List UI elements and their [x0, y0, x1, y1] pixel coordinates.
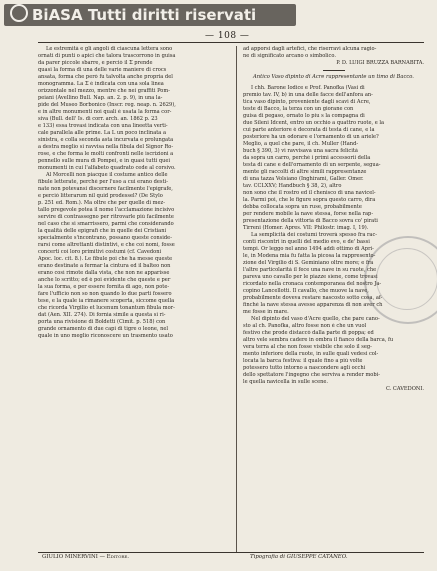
- page-number: — 108 —: [205, 31, 250, 41]
- right-column-top: [243, 46, 424, 60]
- column-divider: [236, 46, 237, 552]
- text-line: erano così rimote dalla vista, che non ne apparisse: [38, 270, 170, 276]
- signature-bruzza: P. D. LUIGI BRUZZA BARNABITA.: [336, 60, 424, 66]
- text-line: e 133) essa trovasi indicata con una lineetta verti-: [38, 123, 168, 129]
- text-line: grande ornamento di due capi di tigre o leone, nel: [38, 326, 169, 332]
- right-column: [243, 46, 424, 393]
- text-line: Nel dipinto del vaso d'Acre quello, che pare cano-: [251, 315, 380, 322]
- text-line: testa di cane e dell'ornamento di un serpente, segua-: [243, 161, 381, 168]
- text-line: I chh. Barone Iodice e Prof. Panofka (Vasi di: [251, 84, 365, 91]
- text-line: specialmente s'incontrano, possano queste conside-: [38, 235, 172, 241]
- text-line: anche lo scritto; ed è poi evidente che queste e per: [38, 277, 171, 283]
- text-line: altro vele sembra cadere in ombra il fianco della barca, fu: [243, 336, 394, 343]
- text-line: pareva uno cavallo per le piazze siene, come trovasi: [243, 273, 378, 280]
- text-line: da parer piccole sbarre, e perciò il Σ prende: [38, 60, 153, 66]
- text-line: le quella navicella in sulle scene.: [243, 378, 329, 385]
- text-line: da sopra un carro, perchè i primi accessorii della: [243, 154, 371, 161]
- text-line: dat (Aen. XII. 274). Di fornia simile a questa si ri-: [38, 312, 166, 318]
- text-line: probabilmente doveva restare nascosto sotto cosa, af-: [243, 294, 383, 301]
- text-line: per rendere mobile la nave stessa, forse nella rap-: [243, 210, 374, 217]
- article-title: Antico Vaso dipinto di Acre rappresentante un timo di Bacco.: [253, 74, 414, 80]
- text-line: zione del Virgilio di S. Geminiano oltre more; e fra: [243, 259, 374, 266]
- text-line: servire di contrassegno per ritrovarle più facilmente: [38, 214, 174, 220]
- text-line: tica vaso dipinto, proveniente dagli scavi di Acre,: [243, 98, 371, 105]
- text-line: conti riscontri in quelli del medio evo, e de' bassi: [243, 238, 370, 245]
- text-line: La semplicità dei costumi troverà spesso fra rac-: [251, 231, 378, 238]
- text-line: l'altre particolarità il fece una nave in su ruote, che: [243, 266, 377, 273]
- text-line: premio tav. IV, b) in una delle facce dell'anfora an-: [243, 91, 373, 98]
- top-rule: [38, 42, 424, 43]
- text-line: debba collocata sopra un ruse, probabilmente: [243, 203, 362, 210]
- text-line: Tirreni (Homer. Apres. VII: Philostr. imag. I, 19).: [243, 224, 369, 231]
- text-line: cale parallela alle prime. La L un poco inclinata a: [38, 130, 166, 136]
- text-line: nate non potevansi discernere facilmente l'epigrafe,: [38, 186, 173, 192]
- right-column-body: [243, 85, 424, 386]
- footer-editor: GIULIO MINERVINI — Editore.: [42, 554, 129, 560]
- text-line: posteriore ha un odorare e l'ornamento di un ariele?: [243, 133, 379, 140]
- text-line: orizzontale nel mezzo, mentre che nei graffiti Pom-: [38, 88, 170, 94]
- copyright-icon: [10, 4, 28, 22]
- text-line: monumenti in cui l'alfabeto quadrato cede al corsivo.: [38, 165, 176, 171]
- text-line: monogramma. La Σ è indicata con una sola linea: [38, 81, 164, 87]
- text-line: rose, e che forma le molti confronti nelle iscrizioni a: [38, 151, 174, 157]
- text-line: pide del Museo Borbonico (Inscr. reg. neap. n. 2629),: [38, 102, 176, 108]
- text-line: locata la barca festiva: il quale fino a più volte: [243, 357, 363, 364]
- text-line: fibule letterate, perchè per l'uso a cui erano desti-: [38, 179, 168, 185]
- text-line: sto al ch. Panofka, altro fosse non è che un vuol: [243, 322, 367, 329]
- signature-cavedoni: C. CAVEDONI.: [385, 385, 424, 392]
- text-line: erano destinate a fermar la cintura ed il balteo non: [38, 263, 171, 269]
- text-line: a destra meglio si ravvisa nella fibula del Signor Ro-: [38, 144, 174, 150]
- text-line: festivo che prode distaccò dalla parte di poppa; ed: [243, 329, 374, 336]
- text-line: porta una rivisione di Boldetti (Cimit. p. 518) con: [38, 319, 166, 325]
- text-line: fare l'ufficio non so non quando lo due parti fossero: [38, 291, 172, 297]
- text-line: guisa di pegaso, ornato lo piu s la compagna di: [243, 112, 365, 119]
- text-line: sinistra, e colla seconda asta incurvata e prolungata: [38, 137, 174, 143]
- text-line: ornati di punti o apici che talora trascorrono in guisa: [38, 53, 176, 59]
- text-line: ad apporsi dagli artefici, che riserravi alcuna ragio-: [243, 46, 377, 52]
- text-line: tav. CCLXXV; Handbuch § 38, 2), altro: [243, 182, 342, 189]
- footer-printer: Tipografia di GIUSEPPE CATANEO.: [250, 554, 348, 560]
- text-line: ne di significato arcano o simbolico.: [243, 53, 336, 59]
- watermark-banner: [4, 4, 296, 26]
- text-line: potessero tutto intorno a nascondere agli occhi: [243, 364, 366, 371]
- text-line: le, in Modena mia fu fatta la picosa la rappresento-: [243, 252, 376, 259]
- text-line: pennello sulle mura di Pompei, e in quasi tutti quei: [38, 158, 171, 164]
- section-rule: [323, 70, 345, 71]
- text-line: Apoc. loc. cit. 8.). Le fibule poi che ha messe queste: [38, 256, 173, 262]
- text-line: e in altre monumenti noi quali è usata la forma cor-: [38, 109, 172, 115]
- text-line: me fosse in mare.: [243, 308, 289, 315]
- text-line: p. 251 ed. Rom.). Ma oltre che per quelle di mez-: [38, 200, 165, 206]
- text-line: dello spettatore l'ingegno che serviva a render mobi-: [243, 371, 380, 378]
- text-line: quasi la forma di una delle varie maniere di crocs: [38, 67, 167, 73]
- text-line: due Sileni Idcent, entro un occhio a quattro ruote, e la: [243, 119, 385, 126]
- text-line: mente gli raccolti di altre simili rappresentanze: [243, 168, 367, 175]
- text-line: teste di Bacco, la terza con un giorane con: [243, 105, 354, 112]
- text-line: vera terra al che non fosse visibile che solo il seg-: [243, 343, 372, 350]
- text-line: tempi. Or leggo nel anno 1494 addì ottimo di Apri-: [243, 245, 374, 252]
- text-line: ansata, forma che però fu talvolta anche propria del: [38, 74, 173, 80]
- text-line: rarsi come altrettanti distintivi, e che coi nomi, fosse: [38, 242, 175, 248]
- text-line: non sono che il rostro ed il chenisco di una navicel-: [243, 189, 376, 196]
- text-line: di una tazza Volsiano (Inghirami, Galler. Omer.: [243, 175, 364, 182]
- watermark-text: BiASA Tutti diritti riservati: [32, 6, 257, 24]
- text-line: peiani (Avellino Bull. Nap. an. 2. p. 9), in una la-: [38, 95, 163, 101]
- text-line: la qualità delle epigrafi che in quelle dei Cristiani: [38, 228, 167, 234]
- text-line: che ricorda Virgilio et lucenum tonantum fibula mor-: [38, 305, 175, 311]
- text-line: cui parte anteriore è decorata di testa di cane, e la: [243, 126, 375, 133]
- text-line: buch § 390, 3) vi ravvisava una sacra felicità: [243, 147, 358, 154]
- left-column: [38, 46, 219, 340]
- text-line: tallo pregevole potea il nome l'acclamazione incisivo: [38, 207, 175, 213]
- text-line: ricordato nella cronaca contemporanea del nostro Ja-: [243, 280, 382, 287]
- text-line: Meglio, a quel che pare, il ch. Muller (Hand-: [243, 140, 359, 147]
- text-line: presentazione della vittoria di Bacco sovra co' pirati: [243, 217, 378, 224]
- text-line: siva (Bull. dell' Is. di corr. arch. an. 1862 p. 23: [38, 116, 158, 122]
- text-line: finchè la nave stessa avesse apparenza di non aver ch: [243, 301, 383, 308]
- text-line: e perciò litterarum nil quid prodessel? (De Stylo: [38, 193, 163, 199]
- text-line: Le estremità e gli angoli di ciascuna lettera sono: [46, 46, 173, 52]
- text-line: concerti coi loro primitivi costumi (cf. Cavedoni: [38, 249, 162, 255]
- text-line: la sua forma, e per essere fornita di ago, non pote-: [38, 284, 170, 290]
- text-line: quale in uno meglio riconoscere un trasmento usato: [38, 333, 173, 339]
- footer-rule: [38, 552, 424, 553]
- text-line: la. Parmi poi, che le figure sopra questo carro, dira: [243, 196, 376, 203]
- text-line: mento inferiore della ruote, in sulle quali vedesi col-: [243, 350, 379, 357]
- text-line: tese, e la quale ia rimanere scoperta, siccome quella: [38, 298, 175, 304]
- text-line: Al Morcelli non piacque il costume antico delle: [46, 172, 168, 178]
- text-line: nel caso che si smarrissero, parmi che considerando: [38, 221, 174, 227]
- text-line: copino Lancellotti. Il cavallo, che muove la nave,: [243, 287, 369, 294]
